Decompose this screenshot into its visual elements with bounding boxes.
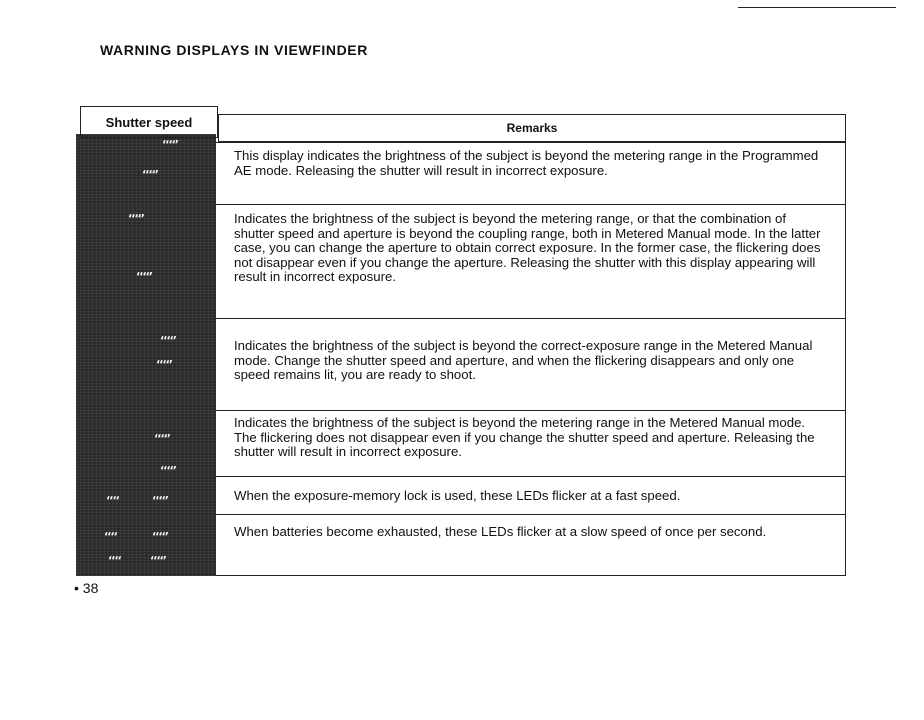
remark-row-6: When batteries become exhausted, these LEDs flicker at a slow speed of once per second.	[216, 514, 846, 576]
led-cell-3	[76, 320, 216, 410]
led-cell-1	[76, 134, 216, 194]
led-cell-4	[76, 414, 216, 482]
led-indicator-icon: ‘‘‘‘’	[160, 464, 176, 477]
led-indicator-icon: ‘‘‘‘	[108, 554, 121, 567]
led-indicator-icon: ‘‘‘‘’	[160, 334, 176, 347]
led-cell-6	[76, 520, 216, 576]
remark-row-4: Indicates the brightness of the subject is beyond the metering range in the Metered Manual mode. The flickering does not disappear even if you change the shutter speed and aperture. Releasing the shutter will result in incorrect exposure.	[216, 410, 846, 476]
led-indicator-icon: ‘‘‘‘’	[156, 358, 172, 371]
remarks-header: Remarks	[218, 114, 846, 142]
led-cell-2	[76, 200, 216, 310]
led-indicator-icon: ‘‘‘‘’	[154, 432, 170, 445]
remark-row-5: When the exposure-memory lock is used, these LEDs flicker at a fast speed.	[216, 476, 846, 514]
top-rule	[738, 7, 896, 8]
led-indicator-icon: ‘‘‘‘’	[152, 530, 168, 543]
remark-row-1: This display indicates the brightness of the subject is beyond the metering range in the Programmed AE mode. Releasing the shutter will result in incorrect exposure.	[216, 142, 846, 204]
led-display-column	[76, 134, 216, 576]
warning-table	[76, 106, 846, 576]
remark-row-3: Indicates the brightness of the subject is beyond the correct-exposure range in the Metered Manual mode. Change the shutter speed and aperture, and when the flickering disappears and only one speed remains lit, you are ready to shoot.	[216, 318, 846, 410]
led-indicator-icon: ‘‘‘‘’	[142, 168, 158, 181]
shutter-speed-header: Shutter speed	[80, 106, 218, 138]
led-indicator-icon: ‘‘‘‘’	[136, 270, 152, 283]
led-cell-5	[76, 482, 216, 520]
led-indicator-icon: ‘‘‘‘’	[152, 494, 168, 507]
led-indicator-icon: ‘‘‘‘’	[128, 212, 144, 225]
led-indicator-icon: ‘‘‘‘	[106, 494, 119, 507]
remark-row-2: Indicates the brightness of the subject is beyond the metering range, or that the combination of shutter speed and aperture is beyond the coupling range, both in Metered Manual mode. In the latter case, you can change the aperture to obtain correct exposure. In the former case, the flickering does not disappear even if you change the aperture. Releasing the shutter with this display appearing will result in incorrect exposure.	[216, 204, 846, 318]
page-number: • 38	[74, 580, 99, 596]
page-heading: WARNING DISPLAYS IN VIEWFINDER	[100, 42, 368, 58]
led-indicator-icon: ‘‘‘‘’	[162, 138, 178, 151]
led-indicator-icon: ‘‘‘‘’	[150, 554, 166, 567]
led-indicator-icon: ‘‘‘‘	[104, 530, 117, 543]
